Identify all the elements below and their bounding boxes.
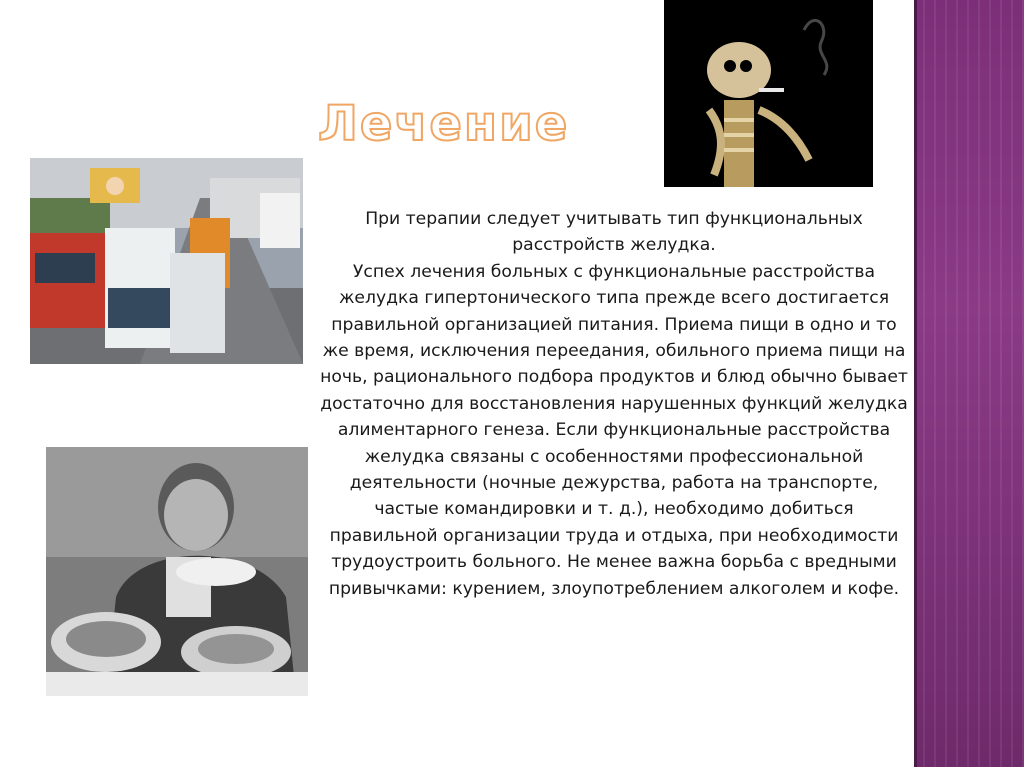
- body-paragraph-intro: При терапии следует учитывать тип функциональных расстройств желудка.: [365, 209, 863, 256]
- body-paragraph-main: Успех лечения больных с функциональные расстройства желудка гипертонического типа прежде всего достигается правильной организацией питания. Приема пищи в одно и то же время, исключения переедания, обильного приема пищи на ночь, рационального подбора продуктов и блюд обычно бывает достаточно для восстановления нарушенных функций желудка алиментарного генеза. Если функциональные расстройства желудка связаны с особенностями профессиональной деятельности (ночные дежурства, работа на транспорте, частые командировки и т. д.), необходимо добиться правильной организации труда и отдыха, при необходимости трудоустроить больного. Не менее важна борьба с вредными привычками: курением, злоупотреблением алкоголем и кофе.: [320, 261, 908, 599]
- side-band-stripes: [914, 0, 1024, 767]
- decorative-side-band: [914, 0, 1024, 767]
- man-eating-illustration: [46, 447, 308, 696]
- trucks-illustration: [30, 158, 303, 364]
- trucks-traffic-photo: [30, 158, 303, 364]
- skeleton-illustration: [664, 0, 873, 187]
- skeleton-smoking-photo: [664, 0, 873, 187]
- man-eating-photo: [46, 447, 308, 696]
- slide-body-text: [318, 206, 910, 602]
- slide-title: Лечение: [318, 96, 570, 152]
